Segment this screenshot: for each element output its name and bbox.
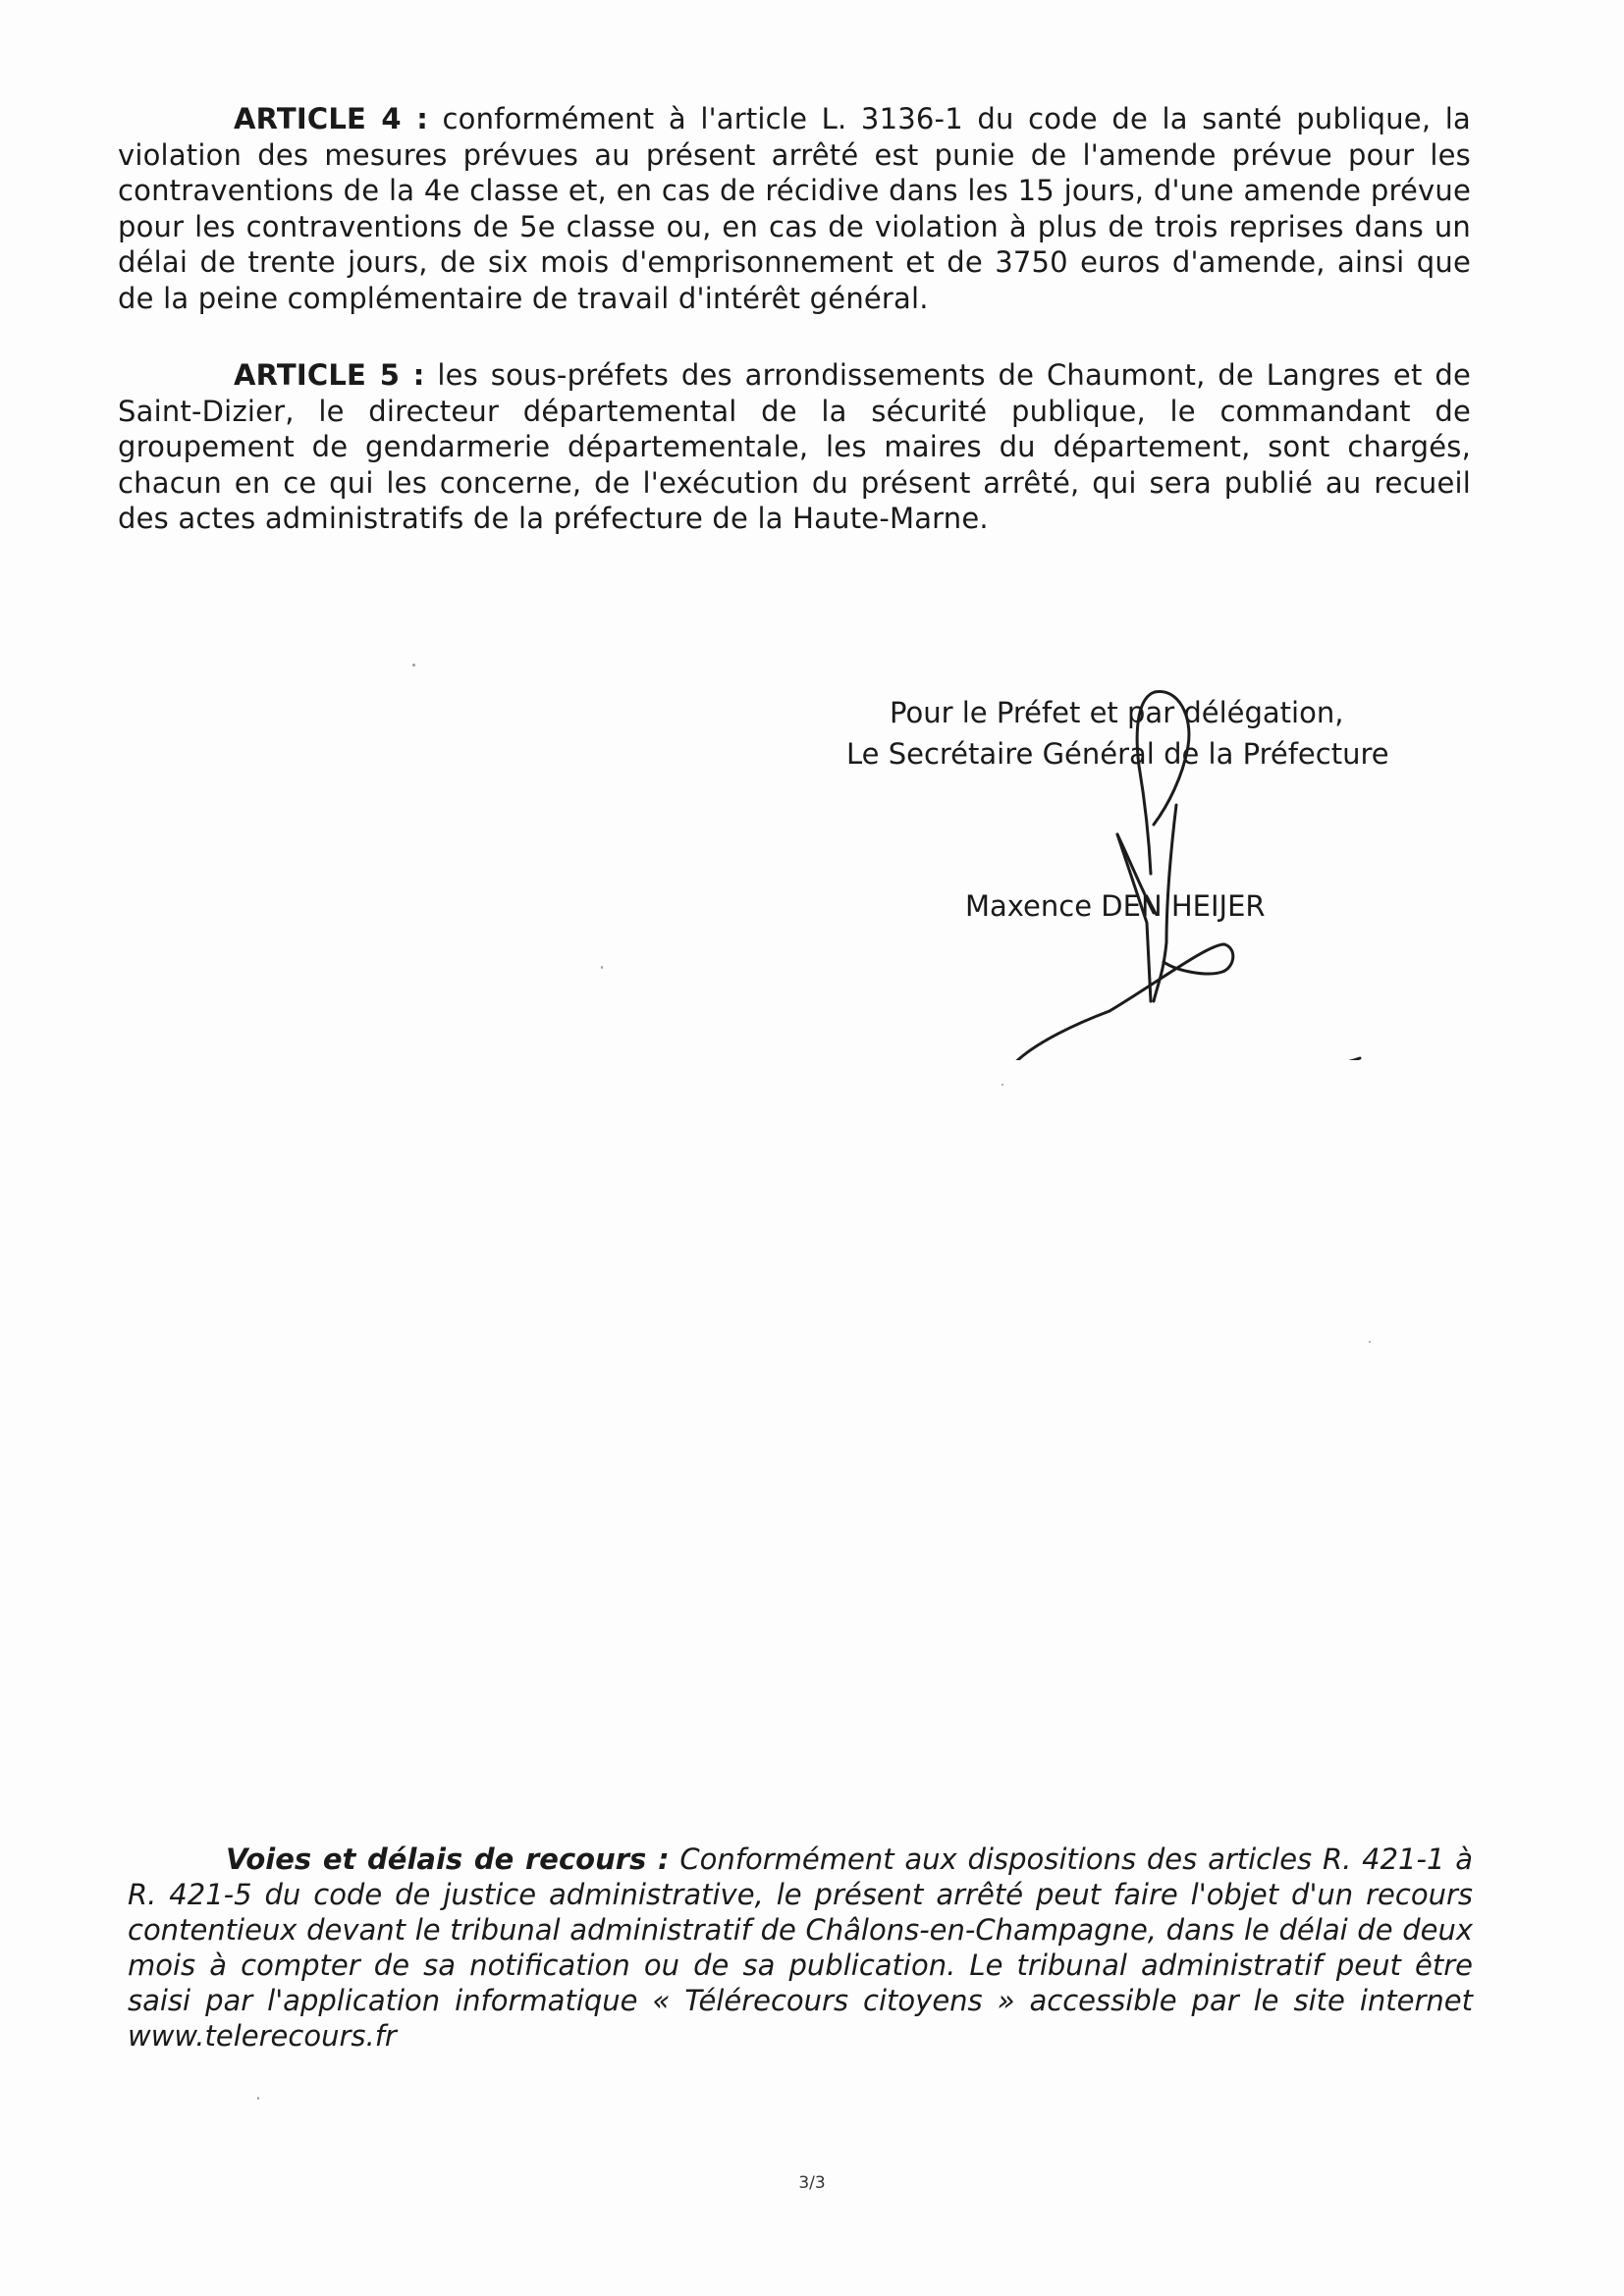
- recours-heading: Voies et délais de recours :: [226, 1842, 670, 1876]
- scan-speck: [257, 2097, 259, 2100]
- article-4-heading: ARTICLE 4 :: [234, 102, 428, 135]
- signature-title-line: Le Secrétaire Général de la Préfecture: [846, 737, 1389, 771]
- signature-delegation-line: Pour le Préfet et par délégation,: [890, 696, 1344, 729]
- article-5-heading: ARTICLE 5 :: [234, 358, 425, 392]
- scan-speck: [412, 664, 415, 667]
- handwritten-signature: [992, 687, 1365, 1060]
- article-5-text: les sous-préfets des arrondissements de Chaumont, de Langres et de Saint-Dizier, le directeur départemental de la sécurité publique, le commandant de groupement de gendarmerie départementale, les maires du département, sont chargés, chacun en ce qui les concerne, de l'exécution du présent arrêté, qui sera publié au recueil des actes administratifs de la préfecture de la Haute-Marne.: [118, 358, 1471, 535]
- scan-speck: [601, 966, 603, 969]
- article-5-paragraph: [118, 357, 1471, 537]
- recours-paragraph: [128, 1842, 1473, 2054]
- signatory-name: Maxence DEN HEIJER: [965, 889, 1266, 923]
- page-number: 3/3: [798, 2173, 826, 2193]
- article-4-paragraph: [118, 101, 1471, 316]
- scan-speck: [1369, 1341, 1371, 1343]
- article-4-text: conformément à l'article L. 3136-1 du code de la santé publique, la violation des mesures prévues au présent arrêté est punie de l'amende prévue pour les contraventions de la 4e classe et, en cas de récidive dans les 15 jours, d'une amende prévue pour les contraventions de 5e classe ou, en cas de violation à plus de trois reprises dans un délai de trente jours, de six mois d'emprisonnement et de 3750 euros d'amende, ainsi que de la peine complémentaire de travail d'intérêt général.: [118, 102, 1471, 315]
- scan-speck: [1001, 1084, 1003, 1086]
- recours-text: Conformément aux dispositions des articles R. 421-1 à R. 421-5 du code de justice administrative, le présent arrêté peut faire l'objet d'un recours contentieux devant le tribunal administratif de Châlons-en-Champagne, dans le délai de deux mois à compter de sa notification ou de sa publication. Le tribunal administratif peut être saisi par l'application informatique « Télérecours citoyens » accessible par le site internet www.telerecours.fr: [128, 1842, 1473, 2053]
